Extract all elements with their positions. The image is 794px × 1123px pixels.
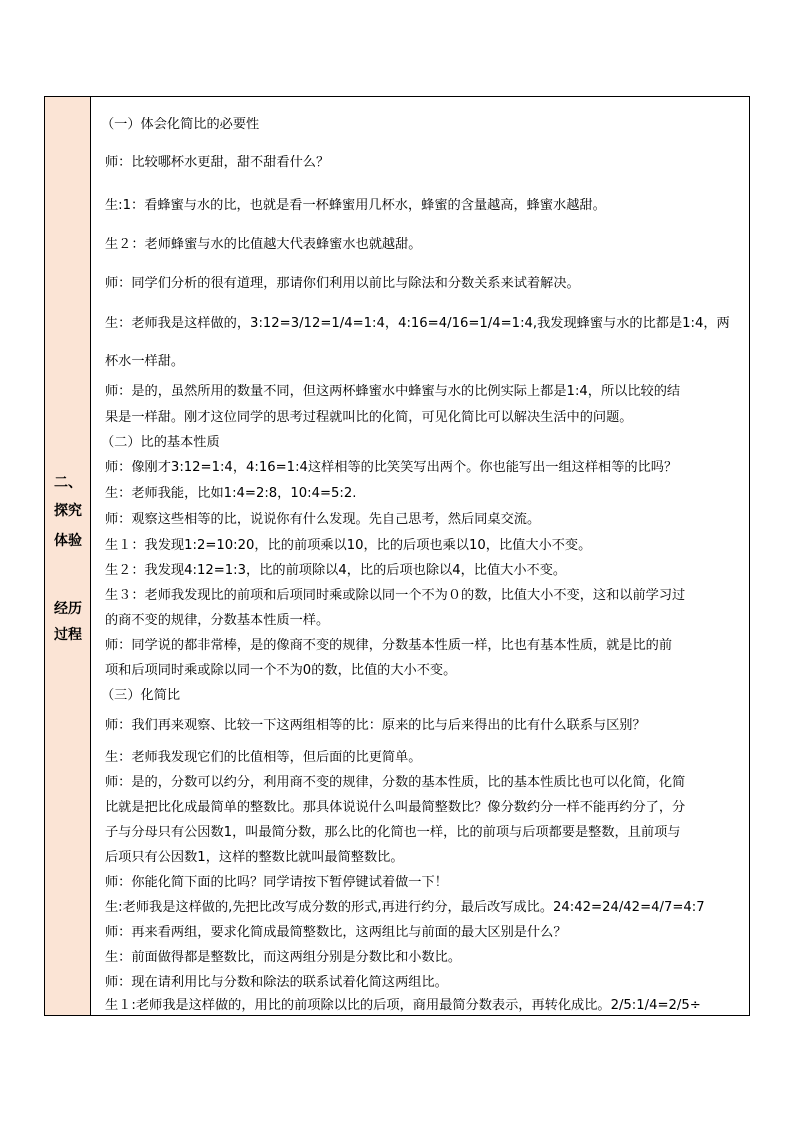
text-line: 后项只有公因数1，这样的整数比就叫最简整数比。 — [105, 850, 404, 865]
lesson-content — [91, 97, 749, 1015]
section-title-label-2: 体验 — [54, 533, 82, 549]
section-label-column — [45, 97, 91, 1015]
text-line: 师：像刚才3:12=1:4，4:16=1:4这样相等的比笑笑写出两个。你也能写出一组这样相等的比吗？ — [105, 460, 678, 475]
section-title-label-1: 探究 — [54, 503, 82, 519]
text-line: 项和后项同时乘或除以同一个不为0的数，比值的大小不变。 — [105, 663, 457, 678]
text-line: 生：老师我发现它们的比值相等，但后面的比更简单。 — [105, 750, 422, 765]
text-line: 生３：老师我发现比的前项和后项同时乘或除以同一个不为０的数，比值大小不变，这和以前学习过 — [105, 588, 686, 603]
text-line: 师：是的，分数可以约分，利用商不变的规律，分数的基本性质，比的基本性质比也可以化简，化简 — [105, 775, 686, 790]
text-line: 师：观察这些相等的比，说说你有什么发现。先自己思考，然后同桌交流。 — [105, 512, 541, 527]
section-title-label-4: 过程 — [54, 627, 82, 643]
subheading-2: （二）比的基本性质 — [101, 435, 220, 450]
text-line: 师：是的，虽然所用的数量不同，但这两杯蜂蜜水中蜂蜜与水的比例实际上都是1:4，所以比较的结 — [105, 384, 681, 399]
text-line: 师：再来看两组，要求化简成最简整数比，这两组比与前面的最大区别是什么？ — [105, 925, 567, 940]
text-line: 的商不变的规律，分数基本性质一样。 — [105, 613, 330, 628]
text-line: 生２：我发现4:12=1:3，比的前项除以4，比的后项也除以4，比值大小不变。 — [105, 563, 567, 578]
text-line: 生:1：看蜂蜜与水的比，也就是看一杯蜂蜜用几杯水，蜂蜜的含量越高，蜂蜜水越甜。 — [105, 198, 606, 213]
lesson-table — [44, 96, 750, 1016]
text-line: 比就是把比化成最简单的整数比。那具体说说什么叫最简整数比？像分数约分一样不能再约分了，分 — [105, 800, 686, 815]
text-line: 师：同学们分析的很有道理，那请你们利用以前比与除法和分数关系来试着解决。 — [105, 276, 580, 291]
text-line: 生：前面做得都是整数比，而这两组分别是分数比和小数比。 — [105, 950, 462, 965]
subheading-3: （三）化简比 — [101, 688, 181, 703]
text-line: 生：老师我能，比如1:4=2:8，10:4=5:2. — [105, 486, 357, 501]
text-line: 生:老师我是这样做的,先把比改写成分数的形式,再进行约分，最后改写成比。24:42=24/42=4/7=4:7 — [105, 900, 705, 915]
text-line: 子与分母只有公因数1，叫最简分数，那么比的化简也一样，比的前项与后项都要是整数，且前项与 — [105, 825, 681, 840]
text-line: 师：比较哪杯水更甜，甜不甜看什么？ — [105, 155, 330, 170]
text-line: 生１：我发现1:2=10:20，比的前项乘以10，比的后项也乘以10，比值大小不变。 — [105, 538, 592, 553]
text-line: 师：你能化简下面的比吗？同学请按下暂停键试着做一下！ — [105, 875, 448, 890]
text-line: 师：同学说的都非常棒，是的像商不变的规律，分数基本性质一样，比也有基本性质，就是比的前 — [105, 638, 673, 653]
section-title-label-3: 经历 — [54, 601, 82, 617]
section-number-label: 二、 — [54, 475, 82, 491]
text-line: 生２：老师蜂蜜与水的比值越大代表蜂蜜水也就越甜。 — [105, 237, 422, 252]
text-line: 果是一样甜。刚才这位同学的思考过程就叫比的化简，可见化简比可以解决生活中的问题。 — [105, 410, 633, 425]
subheading-1: （一）体会化简比的必要性 — [101, 117, 260, 132]
text-line: 生：老师我是这样做的，3:12=3/12=1/4=1:4，4:16=4/16=1/4=1:4,我发现蜂蜜与水的比都是1:4，两 — [105, 316, 730, 331]
text-line: 师：我们再来观察、比较一下这两组相等的比：原来的比与后来得出的比有什么联系与区别？ — [105, 718, 646, 733]
text-line: 杯水一样甜。 — [105, 354, 185, 369]
text-line: 生１:老师我是这样做的，用比的前项除以比的后项，商用最简分数表示，再转化成比。2/5:1/4=2/5÷ — [105, 998, 701, 1013]
text-line: 师：现在请利用比与分数和除法的联系试着化简这两组比。 — [105, 975, 448, 990]
